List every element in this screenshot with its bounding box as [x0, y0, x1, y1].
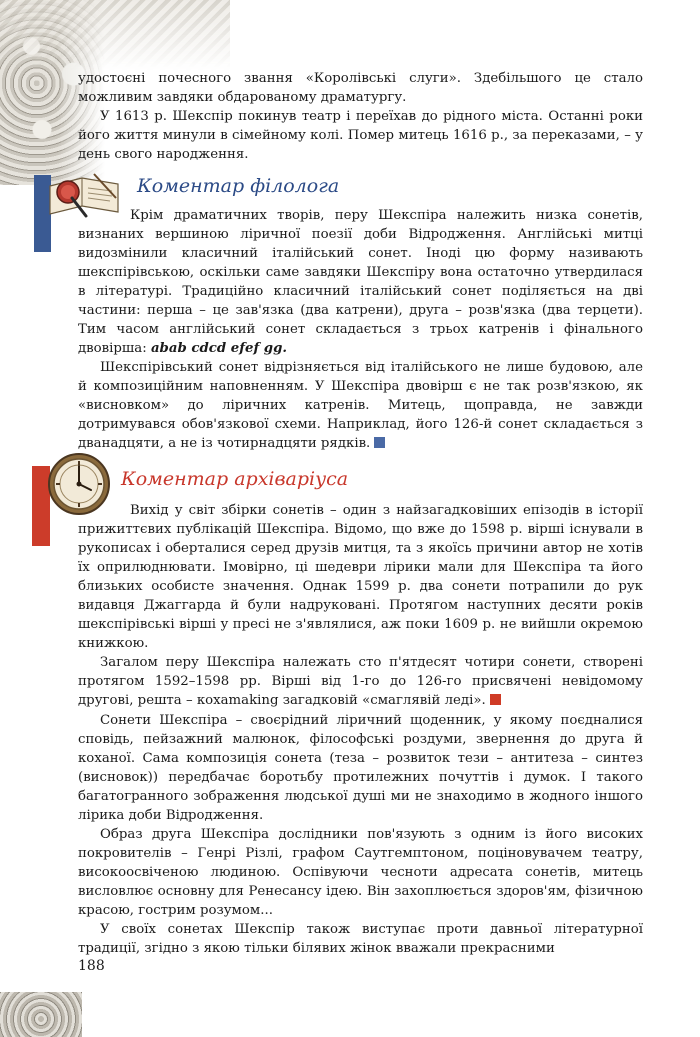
philologist-paragraph-2-text: Шекспірівський сонет відрізняється від італійського не лише будовою, але й композиційним наповненням. У Шекспіра двовірш є не так розв'язкою, як «висновком» до ліричних катренів. Митець, щоправда, не завжди дотримувався обов'язкової схеми. Наприклад, його 126-й сонет складається з дванадцяти, а не із чотирнадцяти рядків.: [78, 360, 643, 451]
rhyme-scheme: abab cdcd efef gg.: [150, 341, 288, 356]
intro-paragraph-1: удостоєні почесного звання «Королівські слуги». Здебільшого це стало можливим завдяки обдарованому драматургу.: [78, 71, 643, 105]
philologist-paragraph-2: [78, 358, 643, 453]
archivist-heading: Коментар архіваріуса: [121, 468, 349, 490]
main-paragraph-1: Сонети Шекспіра – своєрідний ліричний щоденник, у якому поєдналися сповідь, пейзажний малюнок, філософські роздуми, звернення до друга й коханої. Сама композиція сонета (теза – розвиток тези – антитеза – синтез (висновок)) передбачає боротьбу протилежних почуттів і думок. І такого багатогранного зображення людської душі ми не знаходимо в жодного іншого лірика доби Відродження.: [78, 713, 643, 823]
main-paragraph-2: Образ друга Шекспіра дослідники пов'язують з одним із його високих покровителів – Генрі Різлі, графом Саутгемптоном, поціновувачем театру, високоосвіченою людиною. Оспівуючи чесноти адресата сонетів, митець висловлює основну для Ренесансу ідею. Він захоплюється здоров'ям, фізичною красою, гострим розумом...: [78, 827, 643, 918]
end-mark-square: [490, 694, 501, 705]
philologist-text: [78, 206, 643, 453]
archivist-text: [78, 501, 643, 710]
philologist-paragraph-1-text: Крім драматичних творів, перу Шекспіра належить низка сонетів, визнаних вершиною ліричної поезії доби Відродження. Англійські митці видозмінили класичний італійський сонет. Іноді цю форму називають шекспірівською, оскільки саме завдяки Шекспіру вона остаточно утвердилася в літературі. Традиційно класичний італійський сонет поділяється на дві частини: перша – це зав'язка (два катрени), друга – розв'язка (два терцети). Тим часом англійський сонет складається з трьох катренів і фінального двовірша:: [78, 208, 643, 356]
intro-text: [78, 69, 643, 164]
main-paragraph-3: У своїх сонетах Шекспір також виступає проти давньої літературної традиції, згідно з якою тільки білявих жінок вважали прекрасними: [78, 922, 643, 956]
philologist-paragraph-1: [78, 206, 643, 358]
decorative-engraving-top-band: [0, 0, 230, 70]
archivist-paragraph-2: [78, 653, 643, 710]
archivist-paragraph-1: Вихід у світ збірки сонетів – один з найзагадковіших епізодів в історії прижиттєвих публікацій Шекспіра. Відомо, що вже до 1598 р. вірші існували в рукописах і оберталися серед друзів митця, та з якоїсь причини автор не хотів їх оприлюднювати. Імовірно, ці шедеври лірики мали для Шекспіра та його близьких особисте значення. Однак 1599 р. два сонети потрапили до рук видавця Джаггарда й були надруковані. Протягом наступних десяти років шекспірівські вірші у пресі не з'являлися, аж поки 1609 р. не вийшли окремою книжкою.: [78, 503, 643, 651]
decorative-engraving-bottom: [0, 992, 82, 1037]
page-number: 188: [78, 958, 105, 974]
philologist-heading: Коментар філолога: [137, 175, 340, 197]
archivist-paragraph-2-text: Загалом перу Шекспіра належать сто п'ятдесят чотири сонети, створені протягом 1592–1598 рр. Вірші від 1-го до 126-го присвячені невідомому другові, решта – кохаmaking загадковій «смаглявій леді».: [78, 655, 643, 708]
main-text: [78, 711, 643, 958]
end-mark-square: [374, 437, 385, 448]
intro-paragraph-2: У 1613 р. Шекспір покинув театр і переїхав до рідного міста. Останні роки його життя минули в сімейному колі. Помер митець 1616 р., за переказами, – у день свого народження.: [78, 109, 643, 162]
